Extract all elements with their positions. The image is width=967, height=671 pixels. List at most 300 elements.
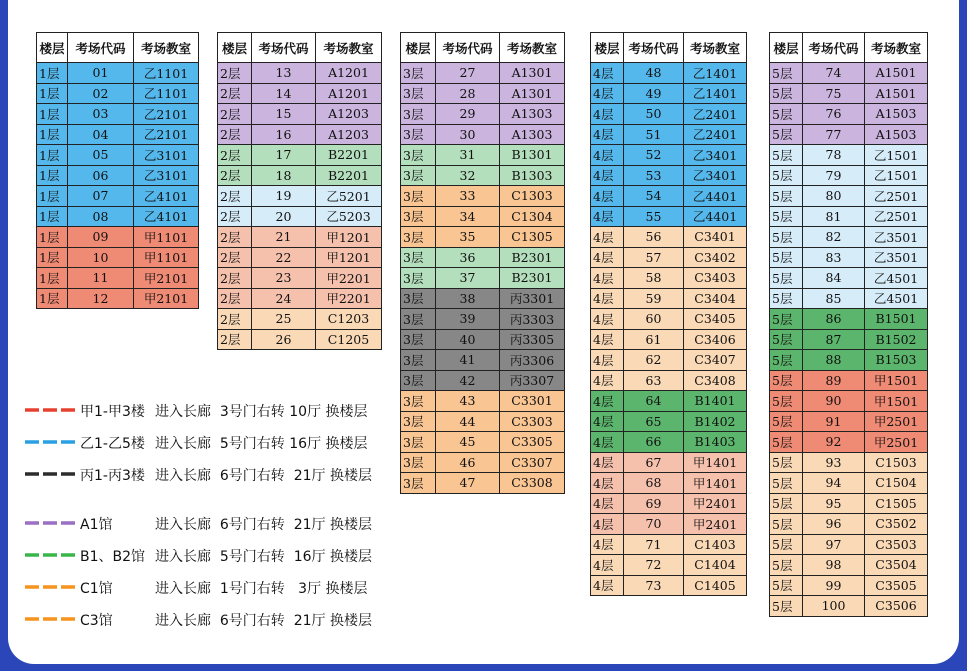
code-cell: 80 <box>803 186 865 207</box>
table-row <box>37 124 199 145</box>
room-cell: A1303 <box>500 124 565 145</box>
code-cell: 53 <box>624 165 684 186</box>
code-cell: 73 <box>624 575 684 596</box>
orange-dashed-line-icon <box>24 583 78 591</box>
floor-cell: 4层 <box>591 575 624 596</box>
floor-cell: 2层 <box>218 83 252 104</box>
table-row <box>401 452 565 473</box>
table-row <box>401 206 565 227</box>
room-cell: B1402 <box>684 411 747 432</box>
floor-cell: 5层 <box>770 104 803 125</box>
table-row <box>591 145 747 166</box>
floor-cell: 2层 <box>218 288 252 309</box>
table-row <box>591 534 747 555</box>
table-row <box>770 104 928 125</box>
table-row <box>591 575 747 596</box>
table-row <box>591 227 747 248</box>
table-row <box>591 370 747 391</box>
table-row <box>591 411 747 432</box>
floor-cell: 4层 <box>591 247 624 268</box>
floor-cell: 2层 <box>218 186 252 207</box>
floor-cell: 5层 <box>770 165 803 186</box>
floor-cell: 3层 <box>401 206 436 227</box>
table-header-row <box>770 33 928 63</box>
floor-cell: 3层 <box>401 227 436 248</box>
floor-cell: 1层 <box>37 186 68 207</box>
code-cell: 02 <box>68 83 134 104</box>
legend-directions: 进入长廊 5号门右转 16厅 换楼层 <box>155 436 368 452</box>
code-cell: 14 <box>252 83 316 104</box>
floor-cell: 4层 <box>591 268 624 289</box>
floor-cell: 4层 <box>591 104 624 125</box>
exam-table-floor-2 <box>217 32 382 350</box>
room-cell: 甲2101 <box>134 288 199 309</box>
room-cell: B1502 <box>865 329 928 350</box>
code-cell: 97 <box>803 534 865 555</box>
floor-cell: 4层 <box>591 186 624 207</box>
room-cell: 乙4401 <box>684 186 747 207</box>
floor-cell: 5层 <box>770 596 803 617</box>
floor-cell: 1层 <box>37 206 68 227</box>
room-cell: 甲1201 <box>316 247 382 268</box>
floor-cell: 3层 <box>401 247 436 268</box>
floor-cell: 4层 <box>591 63 624 84</box>
code-cell: 58 <box>624 268 684 289</box>
room-cell: 乙1101 <box>134 83 199 104</box>
code-cell: 70 <box>624 514 684 535</box>
room-cell: B1303 <box>500 165 565 186</box>
table-row <box>770 186 928 207</box>
header-code: 考场代码 <box>624 33 684 63</box>
header-room: 考场教室 <box>134 33 199 63</box>
legend-name: C1馆 <box>80 581 113 597</box>
room-cell: 甲2201 <box>316 288 382 309</box>
room-cell: 乙2401 <box>684 124 747 145</box>
room-cell: C3406 <box>684 329 747 350</box>
blue-dashed-line-icon <box>24 438 78 446</box>
floor-cell: 3层 <box>401 309 436 330</box>
code-cell: 18 <box>252 165 316 186</box>
code-cell: 31 <box>436 145 500 166</box>
code-cell: 62 <box>624 350 684 371</box>
code-cell: 43 <box>436 391 500 412</box>
table-row <box>591 104 747 125</box>
floor-cell: 5层 <box>770 370 803 391</box>
room-cell: 乙3101 <box>134 145 199 166</box>
code-cell: 01 <box>68 63 134 84</box>
legend-name: 甲1-甲3楼 <box>80 404 145 420</box>
floor-cell: 1层 <box>37 63 68 84</box>
table-row <box>591 309 747 330</box>
black-dashed-line-icon <box>24 470 78 478</box>
room-cell: 乙3401 <box>684 145 747 166</box>
table-row <box>770 268 928 289</box>
table-row <box>218 186 382 207</box>
room-cell: 乙4501 <box>865 268 928 289</box>
table-header-row <box>218 33 382 63</box>
code-cell: 34 <box>436 206 500 227</box>
room-cell: B1401 <box>684 391 747 412</box>
room-cell: B2301 <box>500 247 565 268</box>
floor-cell: 5层 <box>770 432 803 453</box>
floor-cell: 2层 <box>218 206 252 227</box>
table-row <box>37 63 199 84</box>
room-cell: C3303 <box>500 411 565 432</box>
code-cell: 28 <box>436 83 500 104</box>
table-row <box>770 575 928 596</box>
room-cell: 乙4101 <box>134 206 199 227</box>
table-row <box>591 391 747 412</box>
table-row <box>770 596 928 617</box>
table-row <box>218 63 382 84</box>
header-room: 考场教室 <box>500 33 565 63</box>
room-cell: C1305 <box>500 227 565 248</box>
code-cell: 59 <box>624 288 684 309</box>
floor-cell: 1层 <box>37 145 68 166</box>
table-row <box>591 247 747 268</box>
table-row <box>401 370 565 391</box>
table-row <box>591 350 747 371</box>
room-cell: C1504 <box>865 473 928 494</box>
room-cell: C1203 <box>316 309 382 330</box>
table-row <box>218 309 382 330</box>
floor-cell: 4层 <box>591 350 624 371</box>
table-row <box>401 391 565 412</box>
floor-cell: 2层 <box>218 63 252 84</box>
exam-table-floor-5 <box>769 32 928 617</box>
legend-item-c1 <box>24 577 404 597</box>
table-row <box>591 432 747 453</box>
code-cell: 33 <box>436 186 500 207</box>
floor-cell: 5层 <box>770 452 803 473</box>
code-cell: 56 <box>624 227 684 248</box>
orange-dashed-line-icon <box>24 615 78 623</box>
room-cell: 甲2101 <box>134 268 199 289</box>
table-row <box>401 247 565 268</box>
floor-cell: 4层 <box>591 145 624 166</box>
floor-cell: 5层 <box>770 309 803 330</box>
table-row <box>218 124 382 145</box>
code-cell: 94 <box>803 473 865 494</box>
room-cell: 甲1401 <box>684 452 747 473</box>
floor-cell: 5层 <box>770 411 803 432</box>
room-cell: C3307 <box>500 452 565 473</box>
code-cell: 27 <box>436 63 500 84</box>
floor-cell: 3层 <box>401 473 436 494</box>
table-row <box>591 186 747 207</box>
table-row <box>770 391 928 412</box>
code-cell: 82 <box>803 227 865 248</box>
header-code: 考场代码 <box>68 33 134 63</box>
code-cell: 41 <box>436 350 500 371</box>
legend-name: C3馆 <box>80 613 113 629</box>
table-row <box>770 329 928 350</box>
table-row <box>770 473 928 494</box>
floor-cell: 5层 <box>770 288 803 309</box>
code-cell: 24 <box>252 288 316 309</box>
code-cell: 16 <box>252 124 316 145</box>
table-row <box>770 206 928 227</box>
table-row <box>401 329 565 350</box>
table-row <box>591 206 747 227</box>
table-row <box>770 350 928 371</box>
floor-cell: 5层 <box>770 247 803 268</box>
code-cell: 10 <box>68 247 134 268</box>
table-row <box>218 268 382 289</box>
room-cell: 乙4401 <box>684 206 747 227</box>
room-cell: 甲2501 <box>865 432 928 453</box>
table-row <box>591 329 747 350</box>
legend-directions: 进入长廊 6号门右转 21厅 换楼层 <box>155 517 372 533</box>
room-cell: C3403 <box>684 268 747 289</box>
header-room: 考场教室 <box>865 33 928 63</box>
code-cell: 63 <box>624 370 684 391</box>
code-cell: 99 <box>803 575 865 596</box>
table-row <box>591 63 747 84</box>
table-row <box>591 268 747 289</box>
floor-cell: 4层 <box>591 534 624 555</box>
table-row <box>401 227 565 248</box>
legend-item-c3 <box>24 609 404 629</box>
room-cell: 乙5203 <box>316 206 382 227</box>
room-cell: 丙3307 <box>500 370 565 391</box>
code-cell: 42 <box>436 370 500 391</box>
floor-cell: 3层 <box>401 329 436 350</box>
code-cell: 04 <box>68 124 134 145</box>
floor-cell: 4层 <box>591 288 624 309</box>
code-cell: 92 <box>803 432 865 453</box>
floor-cell: 5层 <box>770 575 803 596</box>
table-row <box>591 473 747 494</box>
room-cell: 乙3101 <box>134 165 199 186</box>
table-row <box>401 124 565 145</box>
table-row <box>218 104 382 125</box>
table-row <box>770 309 928 330</box>
floor-cell: 1层 <box>37 247 68 268</box>
table-row <box>591 493 747 514</box>
code-cell: 13 <box>252 63 316 84</box>
floor-cell: 4层 <box>591 432 624 453</box>
code-cell: 36 <box>436 247 500 268</box>
floor-cell: 2层 <box>218 247 252 268</box>
floor-cell: 5层 <box>770 124 803 145</box>
floor-cell: 1层 <box>37 288 68 309</box>
code-cell: 21 <box>252 227 316 248</box>
room-cell: C1503 <box>865 452 928 473</box>
room-cell: 乙2101 <box>134 104 199 125</box>
table-header-row <box>37 33 199 63</box>
floor-cell: 4层 <box>591 473 624 494</box>
floor-cell: 3层 <box>401 288 436 309</box>
green-dashed-line-icon <box>24 551 78 559</box>
header-room: 考场教室 <box>684 33 747 63</box>
room-cell: 乙1401 <box>684 83 747 104</box>
room-cell: 乙1101 <box>134 63 199 84</box>
table-row <box>218 206 382 227</box>
legend-item-jia <box>24 400 404 420</box>
legend-name: 乙1-乙5楼 <box>80 436 145 452</box>
room-cell: 乙4501 <box>865 288 928 309</box>
legend-item-bing <box>24 464 404 484</box>
room-cell: 乙3501 <box>865 247 928 268</box>
room-cell: 乙1501 <box>865 165 928 186</box>
floor-cell: 4层 <box>591 329 624 350</box>
room-cell: C3308 <box>500 473 565 494</box>
table-row <box>37 288 199 309</box>
floor-cell: 4层 <box>591 452 624 473</box>
table-row <box>37 83 199 104</box>
code-cell: 08 <box>68 206 134 227</box>
room-cell: C3402 <box>684 247 747 268</box>
floor-cell: 1层 <box>37 104 68 125</box>
code-cell: 09 <box>68 227 134 248</box>
table-row <box>218 329 382 350</box>
room-cell: 丙3306 <box>500 350 565 371</box>
header-code: 考场代码 <box>252 33 316 63</box>
legend-item-a1 <box>24 513 404 533</box>
code-cell: 40 <box>436 329 500 350</box>
code-cell: 48 <box>624 63 684 84</box>
room-cell: A1301 <box>500 63 565 84</box>
floor-cell: 4层 <box>591 514 624 535</box>
code-cell: 38 <box>436 288 500 309</box>
table-row <box>591 288 747 309</box>
floor-cell: 1层 <box>37 227 68 248</box>
floor-cell: 4层 <box>591 206 624 227</box>
code-cell: 39 <box>436 309 500 330</box>
room-cell: C3401 <box>684 227 747 248</box>
code-cell: 46 <box>436 452 500 473</box>
table-row <box>770 247 928 268</box>
room-cell: 甲1501 <box>865 391 928 412</box>
code-cell: 71 <box>624 534 684 555</box>
room-cell: B2201 <box>316 165 382 186</box>
code-cell: 98 <box>803 555 865 576</box>
room-cell: B1403 <box>684 432 747 453</box>
code-cell: 23 <box>252 268 316 289</box>
room-cell: B2201 <box>316 145 382 166</box>
table-row <box>37 104 199 125</box>
room-cell: C3408 <box>684 370 747 391</box>
table-row <box>770 555 928 576</box>
code-cell: 32 <box>436 165 500 186</box>
room-cell: A1503 <box>865 124 928 145</box>
header-code: 考场代码 <box>803 33 865 63</box>
table-row <box>401 350 565 371</box>
room-cell: B1301 <box>500 145 565 166</box>
room-cell: C1304 <box>500 206 565 227</box>
room-cell: 丙3303 <box>500 309 565 330</box>
code-cell: 75 <box>803 83 865 104</box>
floor-cell: 3层 <box>401 145 436 166</box>
code-cell: 35 <box>436 227 500 248</box>
room-cell: 乙1501 <box>865 145 928 166</box>
floor-cell: 3层 <box>401 83 436 104</box>
room-cell: A1203 <box>316 104 382 125</box>
floor-cell: 3层 <box>401 186 436 207</box>
code-cell: 37 <box>436 268 500 289</box>
floor-cell: 5层 <box>770 514 803 535</box>
table-header-row <box>591 33 747 63</box>
table-row <box>37 165 199 186</box>
room-cell: A1501 <box>865 63 928 84</box>
legend-item-yi <box>24 432 404 452</box>
code-cell: 77 <box>803 124 865 145</box>
floor-cell: 4层 <box>591 309 624 330</box>
table-row <box>401 309 565 330</box>
code-cell: 25 <box>252 309 316 330</box>
table-row <box>37 206 199 227</box>
room-cell: C3502 <box>865 514 928 535</box>
code-cell: 29 <box>436 104 500 125</box>
code-cell: 61 <box>624 329 684 350</box>
code-cell: 81 <box>803 206 865 227</box>
code-cell: 95 <box>803 493 865 514</box>
legend-item-b <box>24 545 404 565</box>
room-cell: C3505 <box>865 575 928 596</box>
table-row <box>401 288 565 309</box>
room-cell: C1405 <box>684 575 747 596</box>
legend-directions: 进入长廊 6号门右转 21厅 换楼层 <box>155 613 372 629</box>
header-floor: 楼层 <box>401 33 436 63</box>
floor-cell: 4层 <box>591 370 624 391</box>
table-row <box>770 514 928 535</box>
floor-cell: 2层 <box>218 124 252 145</box>
code-cell: 93 <box>803 452 865 473</box>
room-cell: C1505 <box>865 493 928 514</box>
floor-cell: 4层 <box>591 493 624 514</box>
floor-cell: 5层 <box>770 534 803 555</box>
floor-cell: 2层 <box>218 227 252 248</box>
code-cell: 47 <box>436 473 500 494</box>
floor-cell: 3层 <box>401 124 436 145</box>
code-cell: 64 <box>624 391 684 412</box>
code-cell: 15 <box>252 104 316 125</box>
legend-name: 丙1-丙3楼 <box>80 468 145 484</box>
room-cell: 甲1101 <box>134 247 199 268</box>
code-cell: 19 <box>252 186 316 207</box>
legend-directions: 进入长廊 5号门右转 16厅 换楼层 <box>155 549 372 565</box>
legend-directions: 进入长廊 1号门右转 3厅 换楼层 <box>155 581 368 597</box>
floor-cell: 3层 <box>401 391 436 412</box>
room-cell: 乙2501 <box>865 206 928 227</box>
room-cell: A1201 <box>316 83 382 104</box>
header-floor: 楼层 <box>770 33 803 63</box>
table-row <box>218 288 382 309</box>
table-row <box>401 432 565 453</box>
room-cell: C3301 <box>500 391 565 412</box>
floor-cell: 5层 <box>770 145 803 166</box>
room-cell: A1503 <box>865 104 928 125</box>
room-cell: 乙1401 <box>684 63 747 84</box>
code-cell: 12 <box>68 288 134 309</box>
room-cell: C3305 <box>500 432 565 453</box>
table-row <box>591 555 747 576</box>
code-cell: 85 <box>803 288 865 309</box>
floor-cell: 4层 <box>591 411 624 432</box>
room-cell: A1201 <box>316 63 382 84</box>
room-cell: 乙5201 <box>316 186 382 207</box>
exam-table-floor-3 <box>400 32 565 494</box>
table-row <box>401 165 565 186</box>
floor-cell: 5层 <box>770 473 803 494</box>
room-cell: 丙3305 <box>500 329 565 350</box>
floor-cell: 1层 <box>37 124 68 145</box>
floor-cell: 3层 <box>401 370 436 391</box>
code-cell: 72 <box>624 555 684 576</box>
header-code: 考场代码 <box>436 33 500 63</box>
table-row <box>591 514 747 535</box>
